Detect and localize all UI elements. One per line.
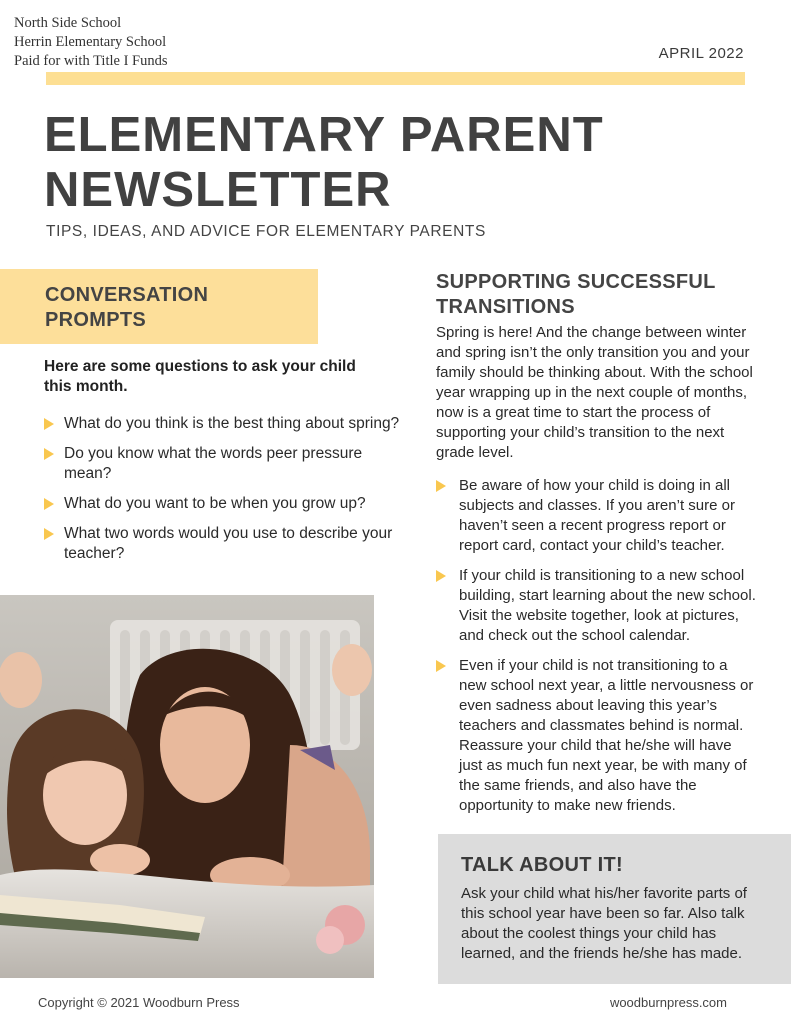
list-item: [436, 656, 756, 816]
list-item: [436, 566, 756, 646]
page-subtitle: TIPS, IDEAS, AND ADVICE FOR ELEMENTARY PARENTS: [46, 223, 486, 240]
list-item-text: Be aware of how your child is doing in all subjects and classes. If you aren’t sure or haven’t seen a recent progress report or report card, contact your child’s teacher.: [459, 477, 735, 554]
page-title: [44, 108, 764, 218]
transitions-heading-line-2: TRANSITIONS: [436, 296, 575, 318]
list-item-text: What do you want to be when you grow up?: [64, 495, 366, 512]
conversation-heading: [45, 283, 295, 333]
conversation-heading-line-2: PROMPTS: [45, 309, 146, 331]
photo-illustration: [0, 595, 374, 978]
list-item-text: If your child is transitioning to a new school building, start learning about the new school. Visit the website together, look at pictures, and check out the school calendar.: [459, 567, 756, 644]
header-line-elementary: Herrin Elementary School: [14, 34, 167, 50]
school-header: [14, 14, 167, 71]
conversation-intro: Here are some questions to ask your child this month.: [44, 358, 356, 395]
talk-text: Ask your child what his/her favorite parts of this school year have been so far. Also talk about the coolest things your child has learned, and the friends he/she has made.: [461, 885, 747, 962]
list-item-text: Even if your child is not transitioning to a new school next year, a little nervousness or even sadness about leaving this year’s teachers and classmates behind is normal. Reassure your child that he/she will have just as much fun next year, be with many of the same friends, and also have the opportunity to make new friends.: [459, 657, 754, 814]
transitions-list: [436, 476, 756, 826]
triangle-bullet-icon: [436, 660, 446, 672]
mother-daughter-reading-photo: [0, 595, 374, 978]
title-line-1: ELEMENTARY PARENT: [44, 108, 604, 162]
list-item: [44, 444, 404, 484]
header-line-funding: Paid for with Title I Funds: [14, 53, 168, 69]
talk-heading: TALK ABOUT IT!: [461, 854, 623, 876]
transitions-intro: Spring is here! And the change between winter and spring isn’t the only transition you and your family should be thinking about. With the school year wrapping up in the next couple of months, now is a great time to start the process of supporting your child’s transition to the next grade level.: [436, 324, 753, 461]
transitions-heading-line-1: SUPPORTING SUCCESSFUL: [436, 271, 716, 293]
header-line-school: North Side School: [14, 15, 122, 31]
conversation-heading-box: [0, 269, 318, 344]
triangle-bullet-icon: [436, 570, 446, 582]
list-item-text: Do you know what the words peer pressure mean?: [64, 445, 363, 482]
website-link[interactable]: woodburnpress.com: [609, 995, 727, 1010]
list-item: [44, 524, 404, 564]
talk-about-it-box: [438, 834, 791, 984]
transitions-heading: [436, 270, 766, 320]
triangle-bullet-icon: [44, 418, 54, 430]
issue-date: APRIL 2022: [658, 45, 744, 62]
triangle-bullet-icon: [44, 498, 54, 510]
list-item-text: What two words would you use to describe your teacher?: [64, 525, 393, 562]
triangle-bullet-icon: [44, 448, 54, 460]
copyright: Copyright © 2021 Woodburn Press: [38, 995, 240, 1010]
list-item: [44, 414, 404, 434]
conversation-heading-line-1: CONVERSATION: [45, 284, 209, 306]
conversation-list: [44, 414, 404, 574]
list-item-text: What do you think is the best thing about spring?: [64, 415, 400, 432]
accent-bar: [46, 72, 745, 85]
title-line-2: NEWSLETTER: [44, 163, 392, 217]
triangle-bullet-icon: [436, 480, 446, 492]
list-item: [44, 494, 404, 514]
list-item: [436, 476, 756, 556]
triangle-bullet-icon: [44, 528, 54, 540]
